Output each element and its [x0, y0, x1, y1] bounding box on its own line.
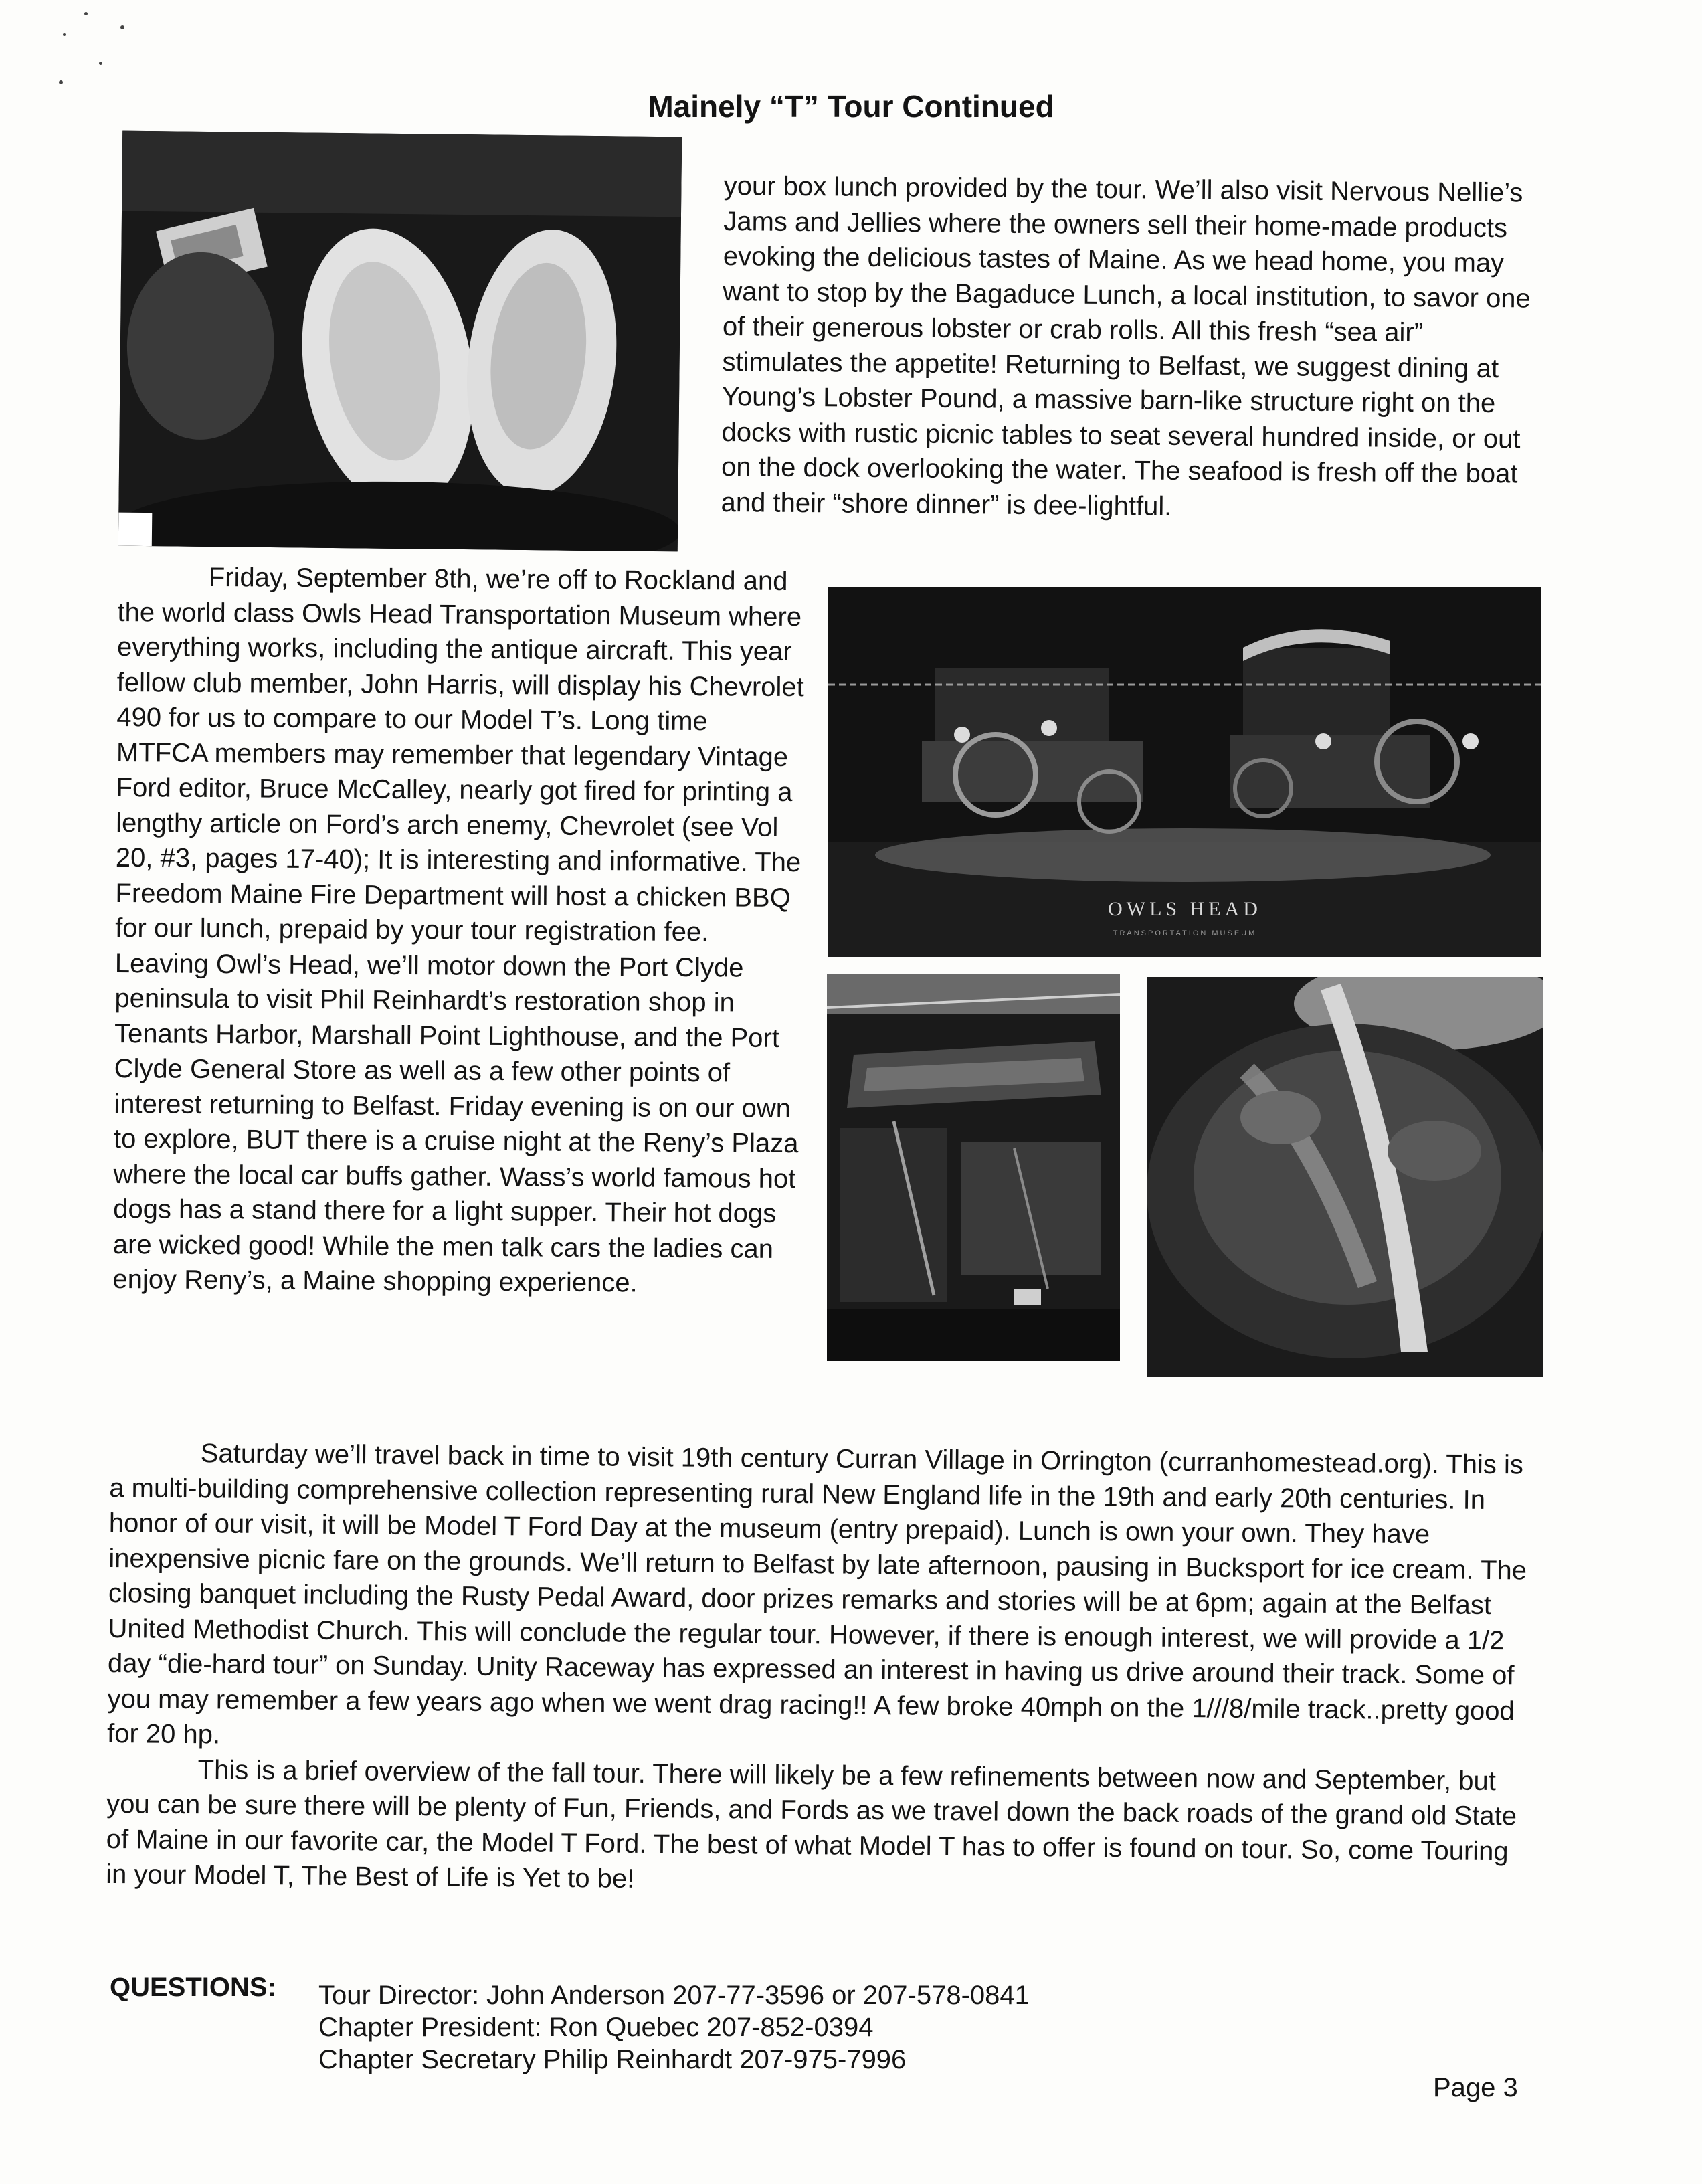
- scan-specks: [47, 7, 127, 94]
- lobster-rolls-photo: [118, 131, 682, 552]
- contact-chapter-secretary: Chapter Secretary Philip Reinhardt 207-975-7996: [318, 2045, 907, 2074]
- owls-head-subcaption: TRANSPORTATION MUSEUM: [1113, 929, 1257, 937]
- saturday-paragraph: Saturday we’ll travel back in time to visit 19th century Curran Village in Orrington (curranhomestead.org). This is a multi-building comprehensive collection representing rural New England life in the 19th and early 20th centuries. In honor of our visit, it will be Model T Ford Day at the museum (entry prepaid). Lunch is own your own. They have inexpensive picnic fare on the grounds. We’ll return to Belfast by late afternoon, pausing in Bucksport for ice cream. The closing banquet including the Rusty Pedal Award, door prizes remarks and stories will be at 6pm; again at the Belfast United Methodist Church. This will conclude the regular tour. However, if there is enough interest, we will provide a 1/2 day “die-hard tour” on Sunday. Unity Raceway has expressed an interest in having us drive around their track. Some of you may remember a few years ago when we went drag racing!! A few broke 40mph on the 1///8/mile track..pretty good for 20 hp.: [106, 1439, 1527, 1750]
- contact-tour-director: Tour Director: John Anderson 207-77-3596 or 207-578-0841: [318, 1981, 1030, 2010]
- questions-heading: QUESTIONS:: [110, 1973, 276, 2002]
- museum-interior-photo: [827, 974, 1120, 1361]
- box-lunch-text: your box lunch provided by the tour. We’ll also visit Nervous Nellie’s Jams and Jellies where the owners sell their home-made products evoking the delicious tastes of Maine. As we head home, you may want to stop by the Bagaduce Lunch, a local institution, to savor one of their generous lobster or crab rolls. All this fresh “sea air” stimulates the appetite! Returning to Belfast, we suggest dining at Young’s Lobster Pound, a massive barn-like structure right on the docks with rustic picnic tables to seat several hundred inside, or out on the dock overlooking the water. The seafood is fresh off the boat and their “shore dinner” is dee-lightful.: [721, 171, 1531, 521]
- page-title: Mainely “T” Tour Continued: [648, 89, 1054, 124]
- owls-head-caption: OWLS HEAD: [1108, 898, 1262, 920]
- contact-list: [318, 1979, 1255, 2076]
- contact-chapter-president: Chapter President: Ron Quebec 207-852-0394: [318, 2013, 874, 2042]
- owls-head-museum-photo: [828, 587, 1541, 957]
- friday-text: Friday, September 8th, we’re off to Rockland and the world class Owls Head Transportation Museum where everything works, including the antique aircraft. This year fellow club member, John Harris, will display his Chevrolet 490 for us to compare to our Model T’s. Long time MTFCA members may remember that legendary Vintage Ford editor, Bruce McCalley, nearly got fired for printing a lengthy article on Ford’s arch enemy, Chevrolet (see Vol 20, #3, pages 17-40); It is interesting and informative. The Freedom Maine Fire Department will host a chicken BBQ for our lunch, prepaid by your tour registration fee. Leaving Owl’s Head, we’ll motor down the Port Clyde peninsula to visit Phil Reinhardt’s restoration shop in Tenants Harbor, Marshall Point Lighthouse, and the Port Clyde General Store as well as a few other points of interest returning to Belfast. Friday evening is on our own to explore, BUT there is a cruise night at the Reny’s Plaza where the local car buffs gather. Wass’s world famous hot dogs has a stand there for a light supper. Their hot dogs are wicked good! While the men talk cars the ladies can enjoy Reny’s, a Maine shopping experience.: [112, 562, 804, 1298]
- saturday-section: [106, 1435, 1535, 1904]
- friday-paragraph: [112, 559, 806, 1302]
- overview-paragraph: This is a brief overview of the fall tour. There will likely be a few refinements between now and September, but you can be sure there will be plenty of Fun, Friends, and Fords as we travel down the back roads of the grand old State of Maine in our favorite car, the Model T Ford. The best of what Model T has to offer is found on tour. So, come Touring in your Model T, The Best of Life is Yet to be!: [106, 1754, 1517, 1894]
- hot-dog-photo: [1147, 977, 1543, 1377]
- box-lunch-paragraph: [721, 169, 1547, 527]
- page-number: Page 3: [1433, 2073, 1518, 2102]
